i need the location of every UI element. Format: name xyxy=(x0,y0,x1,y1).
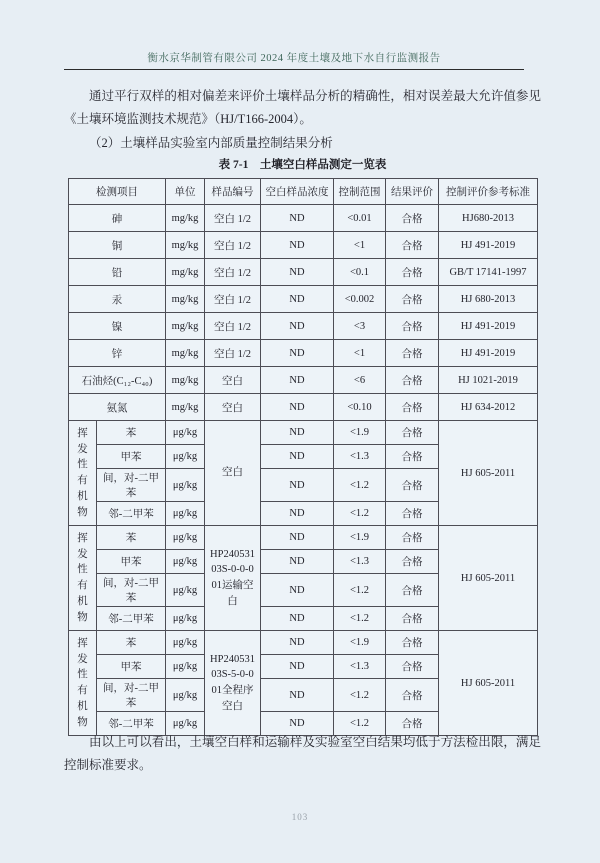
cell-result: 合格 xyxy=(386,421,439,445)
cell-range: <1.2 xyxy=(334,502,386,526)
cell-result: 合格 xyxy=(386,259,439,286)
cell-unit: μg/kg xyxy=(166,469,205,502)
cell-voc-group-label: 挥发性有机物 xyxy=(69,631,97,736)
cell-result: 合格 xyxy=(386,574,439,607)
cell-standard: HJ 491-2019 xyxy=(439,313,538,340)
conclusion-paragraph: 由以上可以看出，土壤空白样和运输样及实验室空白结果均低于方法检出限，满足控制标准要求。 xyxy=(64,735,541,772)
cell-unit: μg/kg xyxy=(166,712,205,736)
cell-range: <1.9 xyxy=(334,631,386,655)
table-row xyxy=(69,205,538,232)
table-row xyxy=(69,232,538,259)
cell-result: 合格 xyxy=(386,232,439,259)
cell-range: <1.2 xyxy=(334,574,386,607)
cell-item: 砷 xyxy=(69,205,166,232)
table-title: 表 7-1 土壤空白样品测定一览表 xyxy=(218,159,387,171)
blank-sample-table xyxy=(68,178,538,736)
cell-range: <1.9 xyxy=(334,526,386,550)
cell-unit: μg/kg xyxy=(166,421,205,445)
cell-unit: μg/kg xyxy=(166,655,205,679)
cell-range: <1.2 xyxy=(334,679,386,712)
cell-standard: HJ 634-2012 xyxy=(439,394,538,421)
cell-standard: HJ 491-2019 xyxy=(439,232,538,259)
cell-conc: ND xyxy=(261,550,334,574)
cell-range: <1.3 xyxy=(334,550,386,574)
cell-conc: ND xyxy=(261,469,334,502)
table-row xyxy=(69,631,538,655)
cell-result: 合格 xyxy=(386,526,439,550)
cell-result: 合格 xyxy=(386,367,439,394)
cell-standard: HJ 680-2013 xyxy=(439,286,538,313)
cell-conc: ND xyxy=(261,340,334,367)
cell-standard: HJ 491-2019 xyxy=(439,340,538,367)
cell-result: 合格 xyxy=(386,550,439,574)
cell-item: 汞 xyxy=(69,286,166,313)
cell-item: 铅 xyxy=(69,259,166,286)
cell-conc: ND xyxy=(261,655,334,679)
cell-item: 邻-二甲苯 xyxy=(97,502,166,526)
cell-sample: HP24053103S-0-0-001运输空白 xyxy=(205,526,261,631)
cell-range: <3 xyxy=(334,313,386,340)
cell-result: 合格 xyxy=(386,340,439,367)
cell-unit: mg/kg xyxy=(166,340,205,367)
cell-sample: 空白 xyxy=(205,394,261,421)
cell-result: 合格 xyxy=(386,205,439,232)
cell-range: <0.1 xyxy=(334,259,386,286)
cell-item: 间，对-二甲苯 xyxy=(97,469,166,502)
table-row xyxy=(69,526,538,550)
cell-range: <1.2 xyxy=(334,469,386,502)
cell-unit: μg/kg xyxy=(166,631,205,655)
cell-sample: 空白 1/2 xyxy=(205,232,261,259)
cell-conc: ND xyxy=(261,367,334,394)
cell-standard: HJ680-2013 xyxy=(439,205,538,232)
cell-unit: μg/kg xyxy=(166,550,205,574)
cell-conc: ND xyxy=(261,445,334,469)
cell-sample: 空白 xyxy=(205,367,261,394)
cell-range: <1 xyxy=(334,232,386,259)
cell-unit: μg/kg xyxy=(166,445,205,469)
header-unit: 单位 xyxy=(166,179,205,205)
cell-item: 邻-二甲苯 xyxy=(97,712,166,736)
header-standard: 控制评价参考标准 xyxy=(439,179,538,205)
header-range: 控制范围 xyxy=(334,179,386,205)
cell-item: 间，对-二甲苯 xyxy=(97,679,166,712)
cell-unit: μg/kg xyxy=(166,679,205,712)
cell-range: <6 xyxy=(334,367,386,394)
cell-conc: ND xyxy=(261,502,334,526)
cell-result: 合格 xyxy=(386,394,439,421)
cell-item: 镍 xyxy=(69,313,166,340)
cell-conc: ND xyxy=(261,259,334,286)
cell-result: 合格 xyxy=(386,313,439,340)
table-row xyxy=(69,394,538,421)
cell-voc-group-label: 挥发性有机物 xyxy=(69,526,97,631)
cell-range: <1.3 xyxy=(334,445,386,469)
cell-conc: ND xyxy=(261,313,334,340)
cell-conc: ND xyxy=(261,607,334,631)
cell-voc-group-label: 挥发性有机物 xyxy=(69,421,97,526)
cell-item: 间，对-二甲苯 xyxy=(97,574,166,607)
header-conc: 空白样品浓度 xyxy=(261,179,334,205)
cell-conc: ND xyxy=(261,286,334,313)
cell-result: 合格 xyxy=(386,502,439,526)
cell-item: 苯 xyxy=(97,526,166,550)
cell-conc: ND xyxy=(261,631,334,655)
cell-result: 合格 xyxy=(386,445,439,469)
cell-unit: mg/kg xyxy=(166,259,205,286)
cell-sample: 空白 xyxy=(205,421,261,526)
cell-unit: mg/kg xyxy=(166,205,205,232)
cell-sample: 空白 1/2 xyxy=(205,286,261,313)
cell-conc: ND xyxy=(261,574,334,607)
cell-sample: HP24053103S-5-0-001全程序空白 xyxy=(205,631,261,736)
cell-sample: 空白 1/2 xyxy=(205,259,261,286)
cell-range: <0.002 xyxy=(334,286,386,313)
cell-conc: ND xyxy=(261,712,334,736)
page-header xyxy=(64,50,524,70)
table-row xyxy=(69,421,538,445)
cell-item: 锌 xyxy=(69,340,166,367)
cell-standard: HJ 605-2011 xyxy=(439,421,538,526)
cell-range: <0.01 xyxy=(334,205,386,232)
cell-result: 合格 xyxy=(386,679,439,712)
cell-unit: mg/kg xyxy=(166,367,205,394)
cell-result: 合格 xyxy=(386,712,439,736)
cell-result: 合格 xyxy=(386,631,439,655)
cell-unit: μg/kg xyxy=(166,607,205,631)
cell-result: 合格 xyxy=(386,655,439,679)
cell-range: <1.9 xyxy=(334,421,386,445)
cell-range: <1 xyxy=(334,340,386,367)
cell-unit: μg/kg xyxy=(166,502,205,526)
cell-conc: ND xyxy=(261,421,334,445)
cell-unit: mg/kg xyxy=(166,394,205,421)
cell-range: <1.3 xyxy=(334,655,386,679)
cell-item: 甲苯 xyxy=(97,550,166,574)
table-row xyxy=(69,259,538,286)
cell-item: 甲苯 xyxy=(97,445,166,469)
cell-result: 合格 xyxy=(386,469,439,502)
cell-unit: μg/kg xyxy=(166,526,205,550)
cell-unit: mg/kg xyxy=(166,313,205,340)
cell-item: 氨氮 xyxy=(69,394,166,421)
cell-standard: HJ 605-2011 xyxy=(439,631,538,736)
cell-range: <1.2 xyxy=(334,607,386,631)
cell-item: 石油烃(C₁₂-C₄₀) xyxy=(69,367,166,394)
cell-range: <0.10 xyxy=(334,394,386,421)
cell-item: 苯 xyxy=(97,631,166,655)
header-title: 衡水京华制管有限公司 2024 年度土壤及地下水自行监测报告 xyxy=(147,53,441,64)
cell-range: <1.2 xyxy=(334,712,386,736)
cell-item: 铜 xyxy=(69,232,166,259)
cell-standard: HJ 1021-2019 xyxy=(439,367,538,394)
cell-sample: 空白 1/2 xyxy=(205,205,261,232)
header-sample: 样品编号 xyxy=(205,179,261,205)
cell-conc: ND xyxy=(261,205,334,232)
page-number: 103 xyxy=(291,812,309,822)
cell-conc: ND xyxy=(261,394,334,421)
cell-conc: ND xyxy=(261,526,334,550)
cell-conc: ND xyxy=(261,232,334,259)
cell-sample: 空白 1/2 xyxy=(205,313,261,340)
intro-paragraph: 通过平行双样的相对偏差来评价土壤样品分析的精确性，相对误差最大允许值参见《土壤环境监测技术规范》（HJ/T166-2004）。 xyxy=(64,89,541,126)
table-row xyxy=(69,340,538,367)
cell-item: 邻-二甲苯 xyxy=(97,607,166,631)
header-item: 检测项目 xyxy=(69,179,166,205)
table-row xyxy=(69,367,538,394)
cell-unit: mg/kg xyxy=(166,286,205,313)
cell-conc: ND xyxy=(261,679,334,712)
cell-unit: μg/kg xyxy=(166,574,205,607)
table-row xyxy=(69,313,538,340)
header-result: 结果评价 xyxy=(386,179,439,205)
cell-sample: 空白 1/2 xyxy=(205,340,261,367)
table-row xyxy=(69,286,538,313)
table-header-row xyxy=(69,179,538,205)
cell-standard: GB/T 17141-1997 xyxy=(439,259,538,286)
cell-result: 合格 xyxy=(386,286,439,313)
cell-unit: mg/kg xyxy=(166,232,205,259)
cell-standard: HJ 605-2011 xyxy=(439,526,538,631)
cell-result: 合格 xyxy=(386,607,439,631)
cell-item: 苯 xyxy=(97,421,166,445)
cell-item: 甲苯 xyxy=(97,655,166,679)
section-heading: （2）土壤样品实验室内部质量控制结果分析 xyxy=(89,136,333,150)
